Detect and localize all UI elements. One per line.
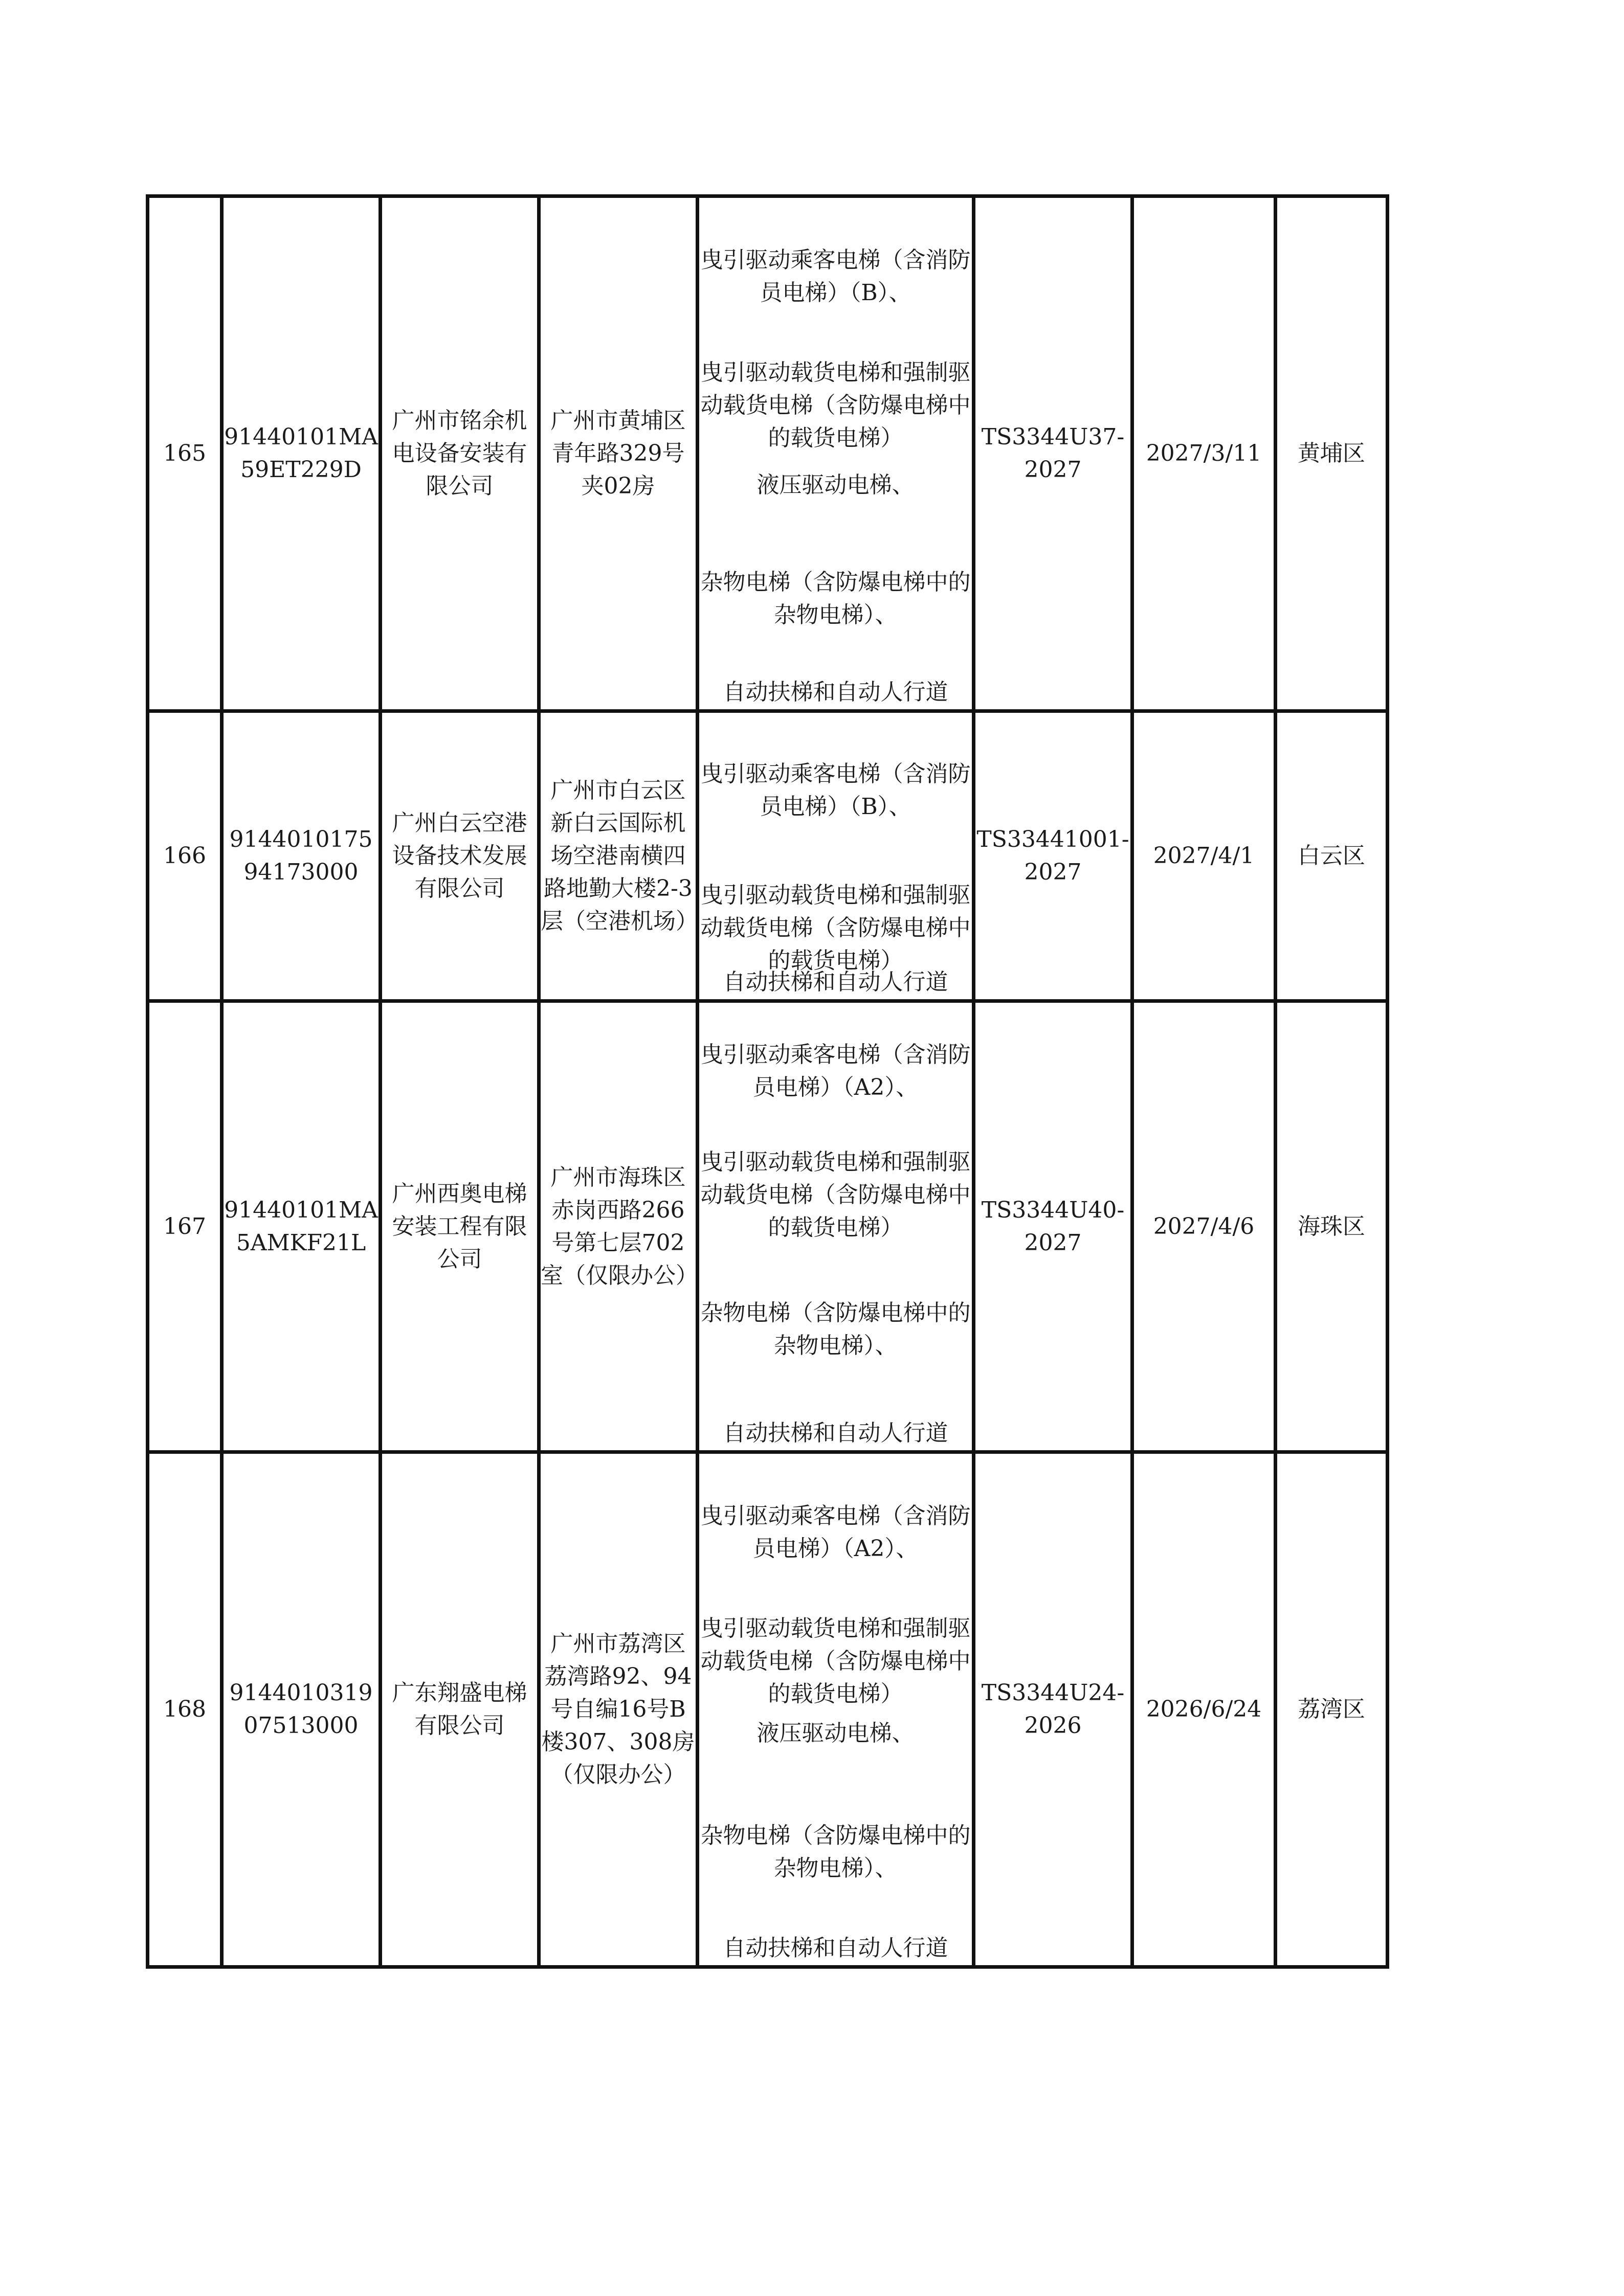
- row-number: 165: [148, 196, 222, 711]
- credit-code: 914401017594173000: [222, 711, 381, 1001]
- credit-code: 91440101MA5AMKF21L: [222, 1001, 381, 1452]
- row-number: 167: [148, 1001, 222, 1452]
- scope-item: 曳引驱动乘客电梯（含消防员电梯）（B）、: [700, 247, 971, 306]
- row-number: 168: [148, 1452, 222, 1967]
- license-number: TS3344U24-2026: [974, 1452, 1132, 1967]
- license-scope: [698, 196, 974, 711]
- expiry-date: 2026/6/24: [1132, 1452, 1276, 1967]
- scope-item: 曳引驱动载货电梯和强制驱动载货电梯（含防爆电梯中的载货电梯）: [700, 1149, 971, 1241]
- address: 广州市白云区新白云国际机场空港南横四路地勤大楼2-3层（空港机场）: [539, 711, 698, 1001]
- scope-item: 液压驱动电梯、: [757, 1720, 915, 1746]
- scope-item: 曳引驱动载货电梯和强制驱动载货电梯（含防爆电梯中的载货电梯）: [700, 882, 971, 974]
- expiry-date: 2027/3/11: [1132, 196, 1276, 711]
- table-row: [148, 1001, 1388, 1452]
- scope-item: 自动扶梯和自动人行道: [723, 969, 948, 995]
- district: 白云区: [1276, 711, 1388, 1001]
- table-row: [148, 196, 1388, 711]
- table-row: [148, 711, 1388, 1001]
- district: 黄埔区: [1276, 196, 1388, 711]
- scope-item: 曳引驱动乘客电梯（含消防员电梯）（B）、: [700, 761, 971, 820]
- address: 广州市黄埔区青年路329号夹02房: [539, 196, 698, 711]
- scope-item: 曳引驱动乘客电梯（含消防员电梯）（A2）、: [700, 1503, 971, 1562]
- license-number: TS3344U40-2027: [974, 1001, 1132, 1452]
- license-scope: [698, 1452, 974, 1967]
- address: 广州市海珠区赤岗西路266号第七层702室（仅限办公）: [539, 1001, 698, 1452]
- district: 海珠区: [1276, 1001, 1388, 1452]
- company-name: 广州白云空港设备技术发展有限公司: [381, 711, 539, 1001]
- scope-item: 杂物电梯（含防爆电梯中的杂物电梯）、: [700, 1300, 971, 1359]
- company-name: 广东翔盛电梯有限公司: [381, 1452, 539, 1967]
- license-number: TS3344U37-2027: [974, 196, 1132, 711]
- credit-code: 914401031907513000: [222, 1452, 381, 1967]
- expiry-date: 2027/4/1: [1132, 711, 1276, 1001]
- company-name: 广州西奥电梯安装工程有限公司: [381, 1001, 539, 1452]
- address: 广州市荔湾区荔湾路92、94号自编16号B楼307、308房（仅限办公）: [539, 1452, 698, 1967]
- company-name: 广州市铭余机电设备安装有限公司: [381, 196, 539, 711]
- row-number: 166: [148, 711, 222, 1001]
- table-row: [148, 1452, 1388, 1967]
- district: 荔湾区: [1276, 1452, 1388, 1967]
- license-number: TS33441001-2027: [974, 711, 1132, 1001]
- scope-item: 自动扶梯和自动人行道: [723, 1420, 948, 1446]
- scope-item: 曳引驱动乘客电梯（含消防员电梯）（A2）、: [700, 1042, 971, 1100]
- scope-item: 曳引驱动载货电梯和强制驱动载货电梯（含防爆电梯中的载货电梯）: [700, 1615, 971, 1707]
- credit-code: 91440101MA59ET229D: [222, 196, 381, 711]
- scope-item: 杂物电梯（含防爆电梯中的杂物电梯）、: [700, 1822, 971, 1881]
- scope-item: 自动扶梯和自动人行道: [723, 679, 948, 705]
- scope-item: 液压驱动电梯、: [757, 472, 915, 498]
- license-scope: [698, 711, 974, 1001]
- expiry-date: 2027/4/6: [1132, 1001, 1276, 1452]
- scope-item: 曳引驱动载货电梯和强制驱动载货电梯（含防爆电梯中的载货电梯）: [700, 359, 971, 451]
- scope-item: 自动扶梯和自动人行道: [723, 1935, 948, 1961]
- scope-item: 杂物电梯（含防爆电梯中的杂物电梯）、: [700, 569, 971, 628]
- registry-table: [146, 194, 1389, 1969]
- license-scope: [698, 1001, 974, 1452]
